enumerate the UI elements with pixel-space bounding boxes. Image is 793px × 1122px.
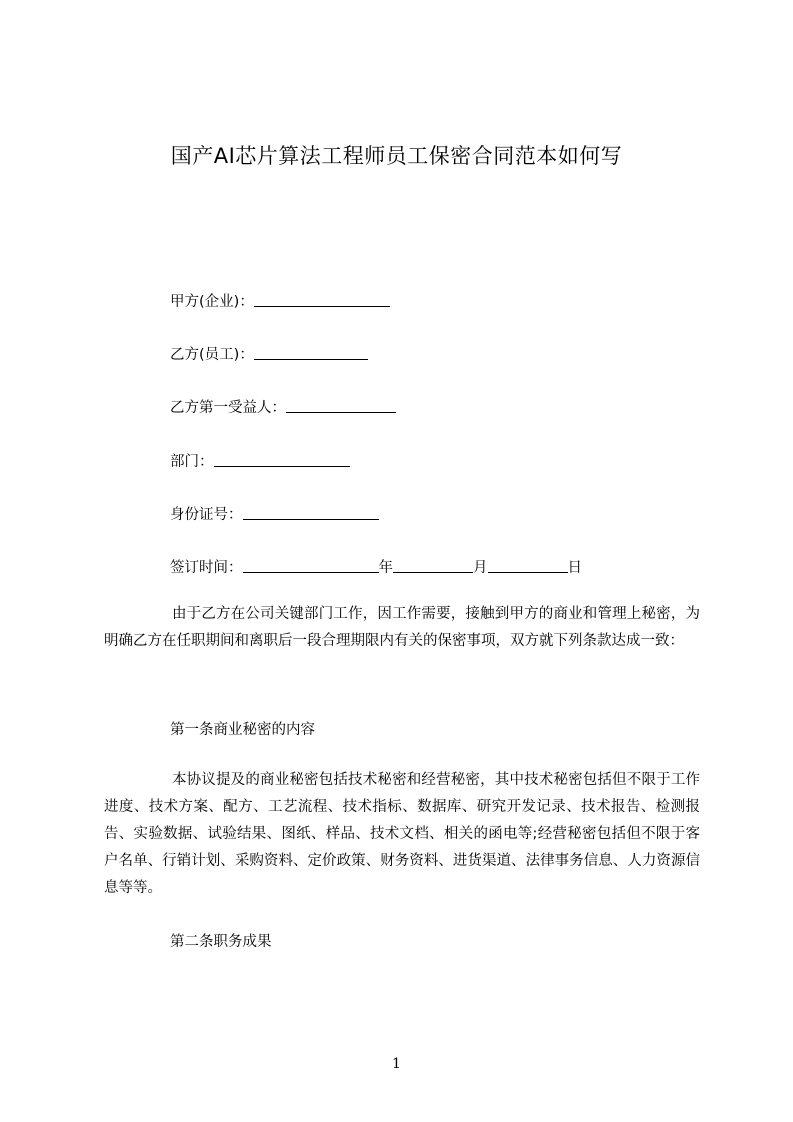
beneficiary-blank xyxy=(286,398,396,413)
sign-date-field xyxy=(170,558,582,578)
year-label: 年 xyxy=(378,560,393,576)
article-1-body: 本协议提及的商业秘密包括技术秘密和经营秘密，其中技术秘密包括但不限于工作进度、技术方案、配方、工艺流程、技术指标、数据库、研究开发记录、技术报告、检测报告、实验数据、试验结果、图纸、样品、技术文档、相关的函电等;经营秘密包括但不限于客户名单、行销计划、采购资料、定价政策、财务资料、进货渠道、法律事务信息、人力资源信息等等。 xyxy=(104,772,700,896)
day-blank xyxy=(488,558,568,573)
department-label: 部门： xyxy=(170,454,214,470)
department-field xyxy=(170,452,350,472)
day-label: 日 xyxy=(567,560,582,576)
document-title: 国产AI芯片算法工程师员工保密合同范本如何写 xyxy=(170,144,623,168)
article-2-heading: 第二条职务成果 xyxy=(170,934,272,950)
id-number-field xyxy=(170,505,379,525)
party-b-blank xyxy=(254,345,368,360)
sign-date-label: 签订时间： xyxy=(170,560,243,576)
id-number-label: 身份证号： xyxy=(170,507,243,523)
month-blank xyxy=(393,558,473,573)
article-1-heading: 第一条商业秘密的内容 xyxy=(170,722,315,738)
beneficiary-field xyxy=(170,398,396,418)
department-blank xyxy=(214,452,350,467)
party-b-label: 乙方(员工)： xyxy=(170,347,254,363)
id-number-blank xyxy=(243,505,379,520)
beneficiary-label: 乙方第一受益人： xyxy=(170,400,286,416)
intro-paragraph: 由于乙方在公司关键部门工作，因工作需要，接触到甲方的商业和管理上秘密，为明确乙方在任职期间和离职后一段合理期限内有关的保密事项，双方就下列条款达成一致： xyxy=(104,606,700,649)
party-b-field xyxy=(170,345,368,365)
party-a-label: 甲方(企业)： xyxy=(170,294,254,310)
party-a-blank xyxy=(254,292,390,307)
party-a-field xyxy=(170,292,390,312)
year-blank xyxy=(243,558,379,573)
page-number: 1 xyxy=(392,1056,401,1072)
month-label: 月 xyxy=(473,560,488,576)
